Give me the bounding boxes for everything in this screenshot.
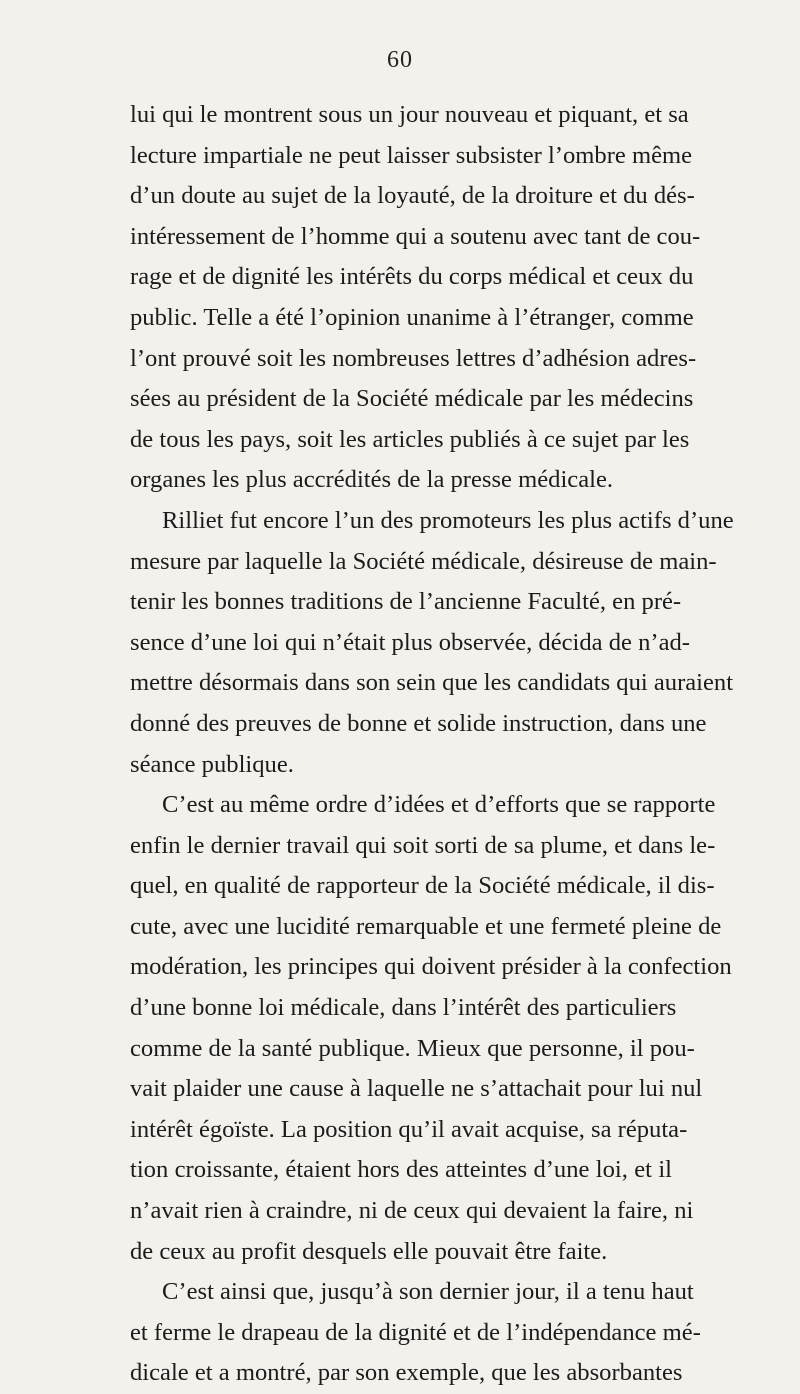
text-line: dicale et a montré, par son exemple, que les absorbantes — [130, 1359, 683, 1387]
text-line: C’est au même ordre d’idées et d’efforts que se rapporte — [162, 791, 716, 819]
body-text — [130, 95, 734, 1394]
text-line: de tous les pays, soit les articles publiés à ce sujet par les — [130, 425, 690, 453]
text-line: vait plaider une cause à laquelle ne s’attachait pour lui nul — [130, 1075, 703, 1103]
text-line: n’avait rien à craindre, ni de ceux qui devaient la faire, ni — [130, 1197, 694, 1225]
text-line: enfin le dernier travail qui soit sorti de sa plume, et dans le- — [130, 831, 716, 859]
page-number: 60 — [387, 47, 413, 73]
text-line: séance publique. — [130, 750, 294, 778]
text-line: C’est ainsi que, jusqu’à son dernier jour, il a tenu haut — [162, 1278, 694, 1306]
text-line: tion croissante, étaient hors des atteintes d’une loi, et il — [130, 1156, 672, 1184]
text-line: d’un doute au sujet de la loyauté, de la droiture et du dés- — [130, 182, 695, 210]
text-line: mettre désormais dans son sein que les candidats qui auraient — [130, 669, 734, 697]
text-line: cute, avec une lucidité remarquable et une fermeté pleine de — [130, 912, 722, 940]
text-line: lecture impartiale ne peut laisser subsister l’ombre même — [130, 141, 693, 169]
text-line: comme de la santé publique. Mieux que personne, il pou- — [130, 1034, 695, 1062]
text-line: rage et de dignité les intérêts du corps médical et ceux du — [130, 263, 694, 291]
text-line: modération, les principes qui doivent présider à la confection — [130, 953, 732, 981]
text-line: et ferme le drapeau de la dignité et de l’indépendance mé- — [130, 1318, 701, 1346]
text-line: intéressement de l’homme qui a soutenu avec tant de cou- — [130, 222, 701, 250]
text-line: d’une bonne loi médicale, dans l’intérêt des particuliers — [130, 994, 677, 1022]
text-line: mesure par laquelle la Société médicale, désireuse de main- — [130, 547, 717, 575]
text-line: Rilliet fut encore l’un des promoteurs les plus actifs d’une — [162, 506, 734, 534]
text-line: sence d’une loi qui n’était plus observée, décida de n’ad- — [130, 628, 690, 656]
text-line: quel, en qualité de rapporteur de la Société médicale, il dis- — [130, 872, 715, 900]
text-line: lui qui le montrent sous un jour nouveau et piquant, et sa — [130, 101, 689, 128]
text-line: organes les plus accrédités de la presse médicale. — [130, 466, 614, 494]
text-line: intérêt égoïste. La position qu’il avait acquise, sa réputa- — [130, 1115, 688, 1143]
text-line: donné des preuves de bonne et solide instruction, dans une — [130, 709, 707, 737]
text-line: public. Telle a été l’opinion unanime à l’étranger, comme — [130, 303, 694, 331]
text-line: sées au président de la Société médicale par les médecins — [130, 385, 694, 413]
text-line: de ceux au profit desquels elle pouvait être faite. — [130, 1237, 608, 1265]
text-line: l’ont prouvé soit les nombreuses lettres d’adhésion adres- — [130, 344, 697, 372]
text-line: tenir les bonnes traditions de l’ancienne Faculté, en pré- — [130, 588, 682, 616]
